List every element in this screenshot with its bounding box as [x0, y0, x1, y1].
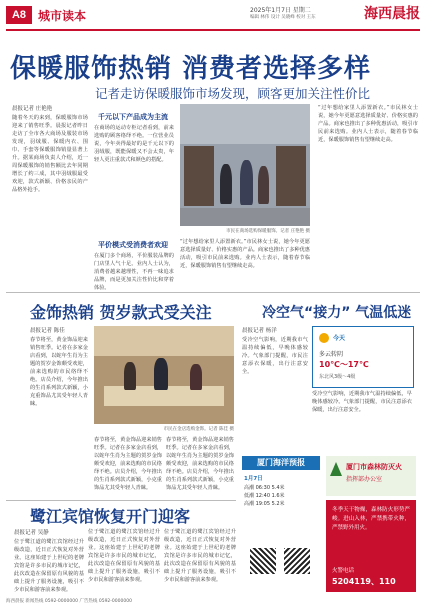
lead-body-col3: 在厦门多个商场，平价服装品牌的门店里人气十足。业内人士认为，消费者越来越理性，不再一味追求品牌，而是更加关注性价比和穿着体验。 — [94, 253, 174, 291]
editor-line: 编辑 林伟 设计 吴晓峰 校对 王东 — [250, 15, 316, 20]
weather-body-2: 受冷空气影响，近期我市气温持续偏低，早晚体感较冷。气象部门提醒，市民注意添衣保暖，出行注意安全。 — [312, 391, 412, 413]
forestry-title: 厦门市森林防灭火 — [346, 463, 402, 471]
today-label: 今天 — [333, 335, 346, 342]
today-weather-box — [312, 326, 414, 388]
lead-headline: 保暖服饰热销 消费者选择多样 — [10, 54, 372, 84]
weather-reporter: 晨报记者 杨洋 — [242, 328, 277, 334]
weather-body: 受冷空气影响，近期我市气温持续偏低，早晚体感较冷。气象部门提醒，市民注意添衣保暖，出行注意安全。 — [242, 337, 308, 375]
gold-reporter: 晨报记者 陈佳 — [30, 328, 65, 334]
gold-body-col2: 春节将至，黄金饰品迎来销售旺季。记者在多家金店看到，以蛇年生肖为主题的贺岁金饰颇受欢迎，前来选购的市民络绎不绝。店员介绍，今年推出的生肖系列款式新颖，小克重饰品尤其受年轻人青睐。 — [94, 437, 162, 491]
lead-body-col2: 在商场的运动专柜记者看到，前来选购的顾客络绎不绝。一位营业员说，今年卖得最好的是千元以下的羽绒服，既能保暖又不会太贵，年轻人更注重款式和颜色的搭配。 — [94, 125, 174, 163]
gold-photo-caption: 市民在金店选购金饰。记者 陈佳 摄 — [163, 427, 234, 432]
forestry-ad-banner — [326, 456, 416, 496]
lead-subheadline: 记者走访保暖服饰市场发现，顾客更加关注性价比 — [95, 86, 371, 101]
lead-photo — [180, 104, 310, 226]
lead-body-col4: “过年想给家里人添置新衣。”市民林女士说，她今年更愿意选择质量好、价格实惠的产品。商家也推出了多种优惠活动，吸引市民前来选购。业内人士表示，随着春节临近，保暖服饰销售有望继续走高。 — [180, 239, 310, 269]
qr-code-icon — [250, 548, 276, 574]
tide-row: 高潮 06:30 5.4米 — [244, 485, 285, 491]
header-divider — [6, 29, 420, 31]
hotel-headline: 鹭江宾馆恢复开门迎客 — [30, 507, 191, 526]
tide-row: 低潮 12:40 1.6米 — [244, 493, 285, 499]
page-number-badge: A8 — [6, 6, 32, 24]
today-wind: 东北风3级～4级 — [319, 374, 356, 380]
weather-headline: 冷空气“接力” 气温低迷 — [262, 305, 412, 321]
tree-icon — [330, 462, 342, 476]
section-divider — [6, 500, 236, 501]
sun-icon — [319, 333, 329, 343]
lead-subhead-1: 千元以下产品成为主流 — [98, 113, 168, 121]
page-footer: 海西晨报 新闻热线 0592-0000000 广告热线 0592-0000000 — [6, 599, 132, 604]
forestry-subtitle: 指挥部办公室 — [346, 476, 383, 483]
fire-notice-text: 冬季天干物燥，森林防火形势严峻。进山入林，严禁携带火种，严禁野外用火。 — [332, 507, 410, 531]
fire-notice-box — [326, 500, 416, 592]
tide-table — [244, 484, 318, 508]
lead-reporter: 晨报记者 庄艳艳 — [12, 106, 53, 112]
gold-photo — [94, 326, 234, 424]
tide-row: 高潮 19:05 5.2米 — [244, 501, 285, 507]
lead-body-right: “过年想给家里人添置新衣。”市民林女士说，她今年更愿意选择质量好、价格实惠的产品。商家也推出了多种优惠活动，吸引市民前来选购。业内人士表示，随着春节临近，保暖服饰销售有望继续走高。 — [318, 105, 418, 143]
qr-code-icon — [284, 548, 310, 574]
hotel-body-col3: 位于鹭江道的鹭江宾馆经过升级改造，近日正式恢复对外营业。这座始建于上世纪的老牌宾馆是许多市民的城市记忆，此次改造在保留原有风貌的基础上提升了服务设施，吸引不少市民和游客前来参观。 — [164, 529, 236, 583]
lead-subhead-2: 平价模式受消费者欢迎 — [98, 241, 168, 249]
hotel-reporter: 晨报记者 吴静 — [14, 530, 49, 536]
section-name: 城市读本 — [38, 9, 87, 23]
hotel-body-col1: 位于鹭江道的鹭江宾馆经过升级改造，近日正式恢复对外营业。这座始建于上世纪的老牌宾馆是许多市民的城市记忆，此次改造在保留原有风貌的基础上提升了服务设施，吸引不少市民和游客前来参观。 — [14, 539, 84, 593]
tide-date: 1月7日 — [244, 476, 263, 482]
lead-photo-caption: 市民在商场选购保暖服饰。记者 庄艳艳 摄 — [226, 229, 310, 234]
today-temperature: 10℃～17℃ — [319, 360, 369, 369]
newspaper-logo: 海西晨报 — [364, 6, 420, 22]
hotline-number: 5204119、110 — [332, 577, 396, 586]
tide-forecast-title: 厦门海洋预报 — [242, 456, 320, 470]
hotline-label: 火警电话 — [332, 568, 355, 574]
lead-body-col1: 随着冬天的来到，保暖服饰市场迎来了销售旺季。晨报记者昨日走访了全市各大商场及服装市场发现，羽绒服、保暖内衣、围巾、手套等保暖服饰销量显著上升。据某商场负责人介绍，近一周保暖服饰的销售额比去年同期增长了约三成，其中羽绒服最受欢迎，款式新颖、价格亲民的产品格外抢手。 — [12, 115, 88, 193]
gold-body-col3: 春节将至，黄金饰品迎来销售旺季。记者在多家金店看到，以蛇年生肖为主题的贺岁金饰颇受欢迎，前来选购的市民络绎不绝。店员介绍，今年推出的生肖系列款式新颖，小克重饰品尤其受年轻人青睐。 — [166, 437, 234, 491]
hotel-body-col2: 位于鹭江道的鹭江宾馆经过升级改造，近日正式恢复对外营业。这座始建于上世纪的老牌宾馆是许多市民的城市记忆，此次改造在保留原有风貌的基础上提升了服务设施，吸引不少市民和游客前来参观。 — [88, 529, 160, 583]
section-divider — [6, 292, 420, 293]
gold-headline: 金饰热销 贺岁款式受关注 — [30, 303, 212, 322]
gold-body-col1: 春节将至，黄金饰品迎来销售旺季。记者在多家金店看到，以蛇年生肖为主题的贺岁金饰颇受欢迎，前来选购的市民络绎不绝。店员介绍，今年推出的生肖系列款式新颖，小克重饰品尤其受年轻人青睐。 — [30, 337, 88, 407]
issue-date: 2025年1月7日 星期二 — [250, 7, 311, 14]
today-weather-text: 多云转阴 — [319, 351, 344, 358]
